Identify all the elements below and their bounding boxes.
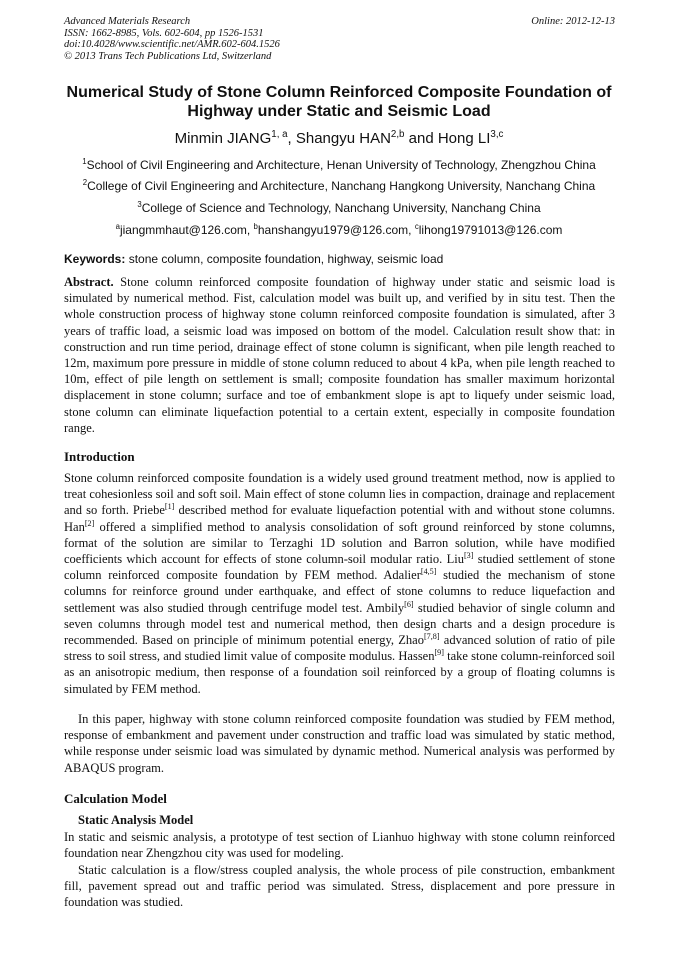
affiliation-2-sup: 2 bbox=[82, 178, 88, 187]
intro-text-a: Stone column reinforced composite foundation is a widely used ground treatment method, now is applied to treat cohesionless soil and soft soil. Main effect of stone column lies in compaction, drainage and replacement and so forth. Priebe bbox=[64, 471, 615, 518]
citation-4-5: [4,5] bbox=[420, 567, 437, 577]
abstract-label: Abstract. bbox=[64, 275, 114, 289]
email-c: lihong19791013@126.com bbox=[418, 223, 563, 237]
paper-title bbox=[54, 83, 624, 121]
intro-text-d: studied settlement of stone column reinforced composite foundation by FEM method. Adalier bbox=[64, 552, 615, 583]
intro-text-e: studied the mechanism of stone columns for reinforce ground under earthquake, and effect of stone columns to reduce liquefaction and settlement was also studied through centrifuge model test. Ambily bbox=[64, 568, 616, 615]
citation-7-8: [7,8] bbox=[423, 631, 440, 641]
intro-text-f: studied behavior of single column and seven columns through model test and numerical method, then design charts and a design procedure is recommended. Based on principle of minimum potential energy, Zhao bbox=[64, 600, 616, 648]
author-sep-1: , Shangyu HAN bbox=[287, 130, 391, 147]
intro-text-c: offered a simplified method to analysis consolidation of soft ground reinforced by stone columns, format of the solution are similar to Terzaghi 1D solution and Barron solution, while have modified coefficients which account for effects of stone column-soil modular ratio. Liu bbox=[64, 519, 615, 567]
online-date: Online: 2012-12-13 bbox=[531, 16, 615, 27]
title-line-2: Highway under Static and Seismic Load bbox=[187, 103, 491, 120]
citation-2: [2] bbox=[84, 518, 95, 528]
intro-text-g: advanced solution of ratio of pile stress to soil stress, and studied limit value of composite modulus. Hassen bbox=[64, 633, 616, 664]
affiliation-1-text: School of Civil Engineering and Architecture, Henan University of Technology, Zhengzhou China bbox=[86, 158, 596, 172]
affiliation-3-sup: 3 bbox=[137, 200, 142, 209]
keywords-text: stone column, composite foundation, highway, seismic load bbox=[125, 252, 444, 266]
calculation-paragraph-1: In static and seismic analysis, a prototype of test section of Lianhuo highway with stone column reinforced foundation near Zhengzhou city was used for modeling. bbox=[64, 830, 615, 861]
author-1-sup: 1, a bbox=[271, 129, 288, 140]
calculation-model-heading: Calculation Model bbox=[64, 791, 167, 806]
affiliation-3-text: College of Science and Technology, Nanchang University, Nanchang China bbox=[141, 201, 541, 215]
doi-line: doi:10.4028/www.scientific.net/AMR.602-604.1526 bbox=[64, 39, 280, 50]
author-3-sup: 3,c bbox=[490, 129, 504, 140]
intro-text-h: take stone column-reinforced soil as an anisotropic medium, then response of a foundation soil reinforced by a group of floating columns is simulated by FEM method. bbox=[64, 649, 615, 696]
affiliation-1 bbox=[40, 158, 638, 173]
keywords bbox=[64, 252, 615, 267]
author-list bbox=[54, 129, 624, 149]
citation-6: [6] bbox=[404, 599, 414, 609]
introduction-heading: Introduction bbox=[64, 449, 135, 464]
email-a: jiangmmhaut@126.com, bbox=[119, 223, 254, 237]
journal-name: Advanced Materials Research bbox=[64, 16, 191, 27]
email-b: hanshangyu1979@126.com, bbox=[257, 223, 415, 237]
issn-line: ISSN: 1662-8985, Vols. 602-604, pp 1526-1531 bbox=[64, 27, 264, 39]
email-b-sup: b bbox=[253, 222, 258, 231]
citation-3: [3] bbox=[463, 550, 474, 560]
citation-9: [9] bbox=[434, 648, 444, 658]
author-2-sup: 2,b bbox=[390, 129, 405, 140]
affiliation-1-sup: 1 bbox=[82, 157, 87, 166]
introduction-paragraph-1 bbox=[64, 470, 615, 697]
author-1-name: Minmin JIANG bbox=[174, 130, 272, 147]
keywords-label: Keywords: bbox=[64, 252, 126, 266]
email-a-sup: a bbox=[115, 222, 120, 231]
abstract bbox=[64, 274, 615, 436]
affiliation-3 bbox=[40, 201, 638, 216]
copyright-line: © 2013 Trans Tech Publications Ltd, Switzerland bbox=[64, 50, 272, 62]
journal-header bbox=[64, 16, 615, 62]
affiliation-2-text: College of Civil Engineering and Architecture, Nanchang Hangkong University, Nanchang China bbox=[87, 179, 596, 193]
email-c-sup: c bbox=[414, 222, 419, 231]
calculation-paragraph-2: Static calculation is a flow/stress coupled analysis, the whole process of pile construction, embankment fill, pavement spread out and traffic period was simulated. Stress, displacement and pore pressure in foundation was studied. bbox=[64, 863, 615, 910]
title-line-1: Numerical Study of Stone Column Reinforced Composite Foundation of bbox=[66, 84, 612, 101]
affiliation-2 bbox=[40, 179, 638, 194]
citation-1: [1] bbox=[164, 502, 175, 512]
abstract-text: Stone column reinforced composite foundation of highway under static and seismic load is simulated by numerical method. Fist, calculation model was built up, and verified by in situ test. Then the whole construction process of highway stone column reinforced composite foundation is simulated, after 3 years of traffic load, a seismic load was imposed on bottom of the model. Calculation result show that: in construction and run time period, drainage effect of stone column is significant, when pile length reached to 12m, maximum pore pressure in middle of stone column reduced to about 4 kPa, when pile length reached to 10m, effect of pile length on settlement is small; composite foundation has smaller maximum horizontal displacement in stone column; surface and toe of embankment slope is apt to liquefy under seismic load, stone column can eliminate liquefaction potential to a certain extent, especially in composite foundation range. bbox=[64, 275, 615, 435]
intro-text-b: described method for evaluate liquefaction potential with and without stone columns. Han bbox=[64, 503, 615, 534]
static-analysis-heading: Static Analysis Model bbox=[78, 813, 194, 827]
author-sep-2: and Hong LI bbox=[404, 130, 491, 147]
introduction-paragraph-2: In this paper, highway with stone column reinforced composite foundation was studied by FEM method, response of embankment and pavement under construction and traffic load was simulated by static method, while response under seismic load was simulated by dynamic method. Numerical analysis was performed by ABAQUS program. bbox=[64, 712, 615, 775]
email-line bbox=[40, 223, 638, 238]
